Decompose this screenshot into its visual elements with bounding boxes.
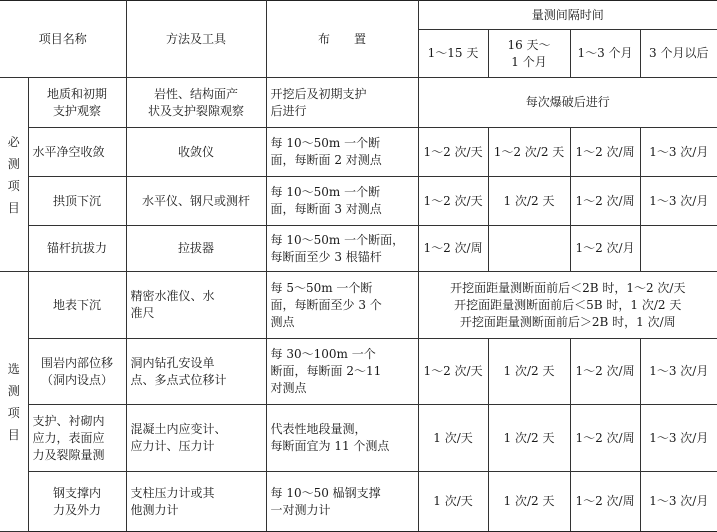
row-interval: 1 次/2 天 <box>488 405 570 472</box>
row-method: 支柱压力计或其 他测力计 <box>126 472 266 532</box>
row-layout: 每 10～50m 一个断 面，每断面 3 对测点 <box>266 177 418 226</box>
header-interval-group: 量测间隔时间 <box>418 1 717 30</box>
row-interval: 1 次/2 天 <box>488 177 570 226</box>
header-item-name: 项目名称 <box>0 1 126 78</box>
group-label-optional <box>0 272 28 532</box>
row-interval: 1～3 次/月 <box>640 128 717 177</box>
row-method: 洞内钻孔安设单 点、多点式位移计 <box>126 339 266 405</box>
row-interval: 1～2 次/周 <box>570 472 640 532</box>
row-name: 水平净空收敛 <box>28 128 126 177</box>
row-layout: 每 10～50m 一个断面， 每断面至少 3 根锚杆 <box>266 226 418 272</box>
row-interval: 1～3 次/月 <box>640 405 717 472</box>
group-label-required <box>0 78 28 272</box>
table-row <box>0 226 717 272</box>
row-interval: 1～2 次/周 <box>570 177 640 226</box>
row-layout: 代表性地段量测， 每断面宜为 11 个测点 <box>266 405 418 472</box>
row-interval <box>488 226 570 272</box>
row-interval: 1 次/2 天 <box>488 472 570 532</box>
group-label-required-text: 必 测 项 目 <box>7 134 20 215</box>
row-interval: 1～3 次/月 <box>640 339 717 405</box>
header-row <box>0 1 717 30</box>
row-name: 钢支撑内 力及外力 <box>28 472 126 532</box>
row-layout: 每 5～50m 一个断 面，每断面至少 3 个 测点 <box>266 272 418 339</box>
row-interval: 1～2 次/天 <box>418 339 488 405</box>
header-interval-1: 1～15 天 <box>418 30 488 78</box>
row-interval: 1～2 次/天 <box>418 128 488 177</box>
header-interval-3: 1～3 个月 <box>570 30 640 78</box>
header-interval-2: 16 天～ 1 个月 <box>488 30 570 78</box>
row-name: 支护、衬砌内 应力，表面应 力及裂隙量测 <box>28 405 126 472</box>
row-name: 地质和初期 支护观察 <box>28 78 126 128</box>
table-row <box>0 272 717 339</box>
table-row <box>0 405 717 472</box>
row-interval: 1～2 次/周 <box>418 226 488 272</box>
row-name: 围岩内部位移 （洞内设点） <box>28 339 126 405</box>
row-method: 拉拔器 <box>126 226 266 272</box>
row-interval: 1～2 次/周 <box>570 405 640 472</box>
table-row <box>0 78 717 128</box>
row-method: 岩性、结构面产 状及支护裂隙观察 <box>126 78 266 128</box>
table-row <box>0 128 717 177</box>
row-interval: 1 次/天 <box>418 472 488 532</box>
row-merged-interval: 每次爆破后进行 <box>418 78 717 128</box>
row-layout: 每 30～100m 一个 断面，每断面 2～11 对测点 <box>266 339 418 405</box>
row-layout: 开挖后及初期支护 后进行 <box>266 78 418 128</box>
row-interval: 1～2 次/周 <box>570 339 640 405</box>
table-row <box>0 177 717 226</box>
row-interval: 1～2 次/月 <box>570 226 640 272</box>
row-interval: 1～3 次/月 <box>640 177 717 226</box>
row-interval <box>640 226 717 272</box>
row-name: 拱顶下沉 <box>28 177 126 226</box>
row-method: 水平仪、钢尺或测杆 <box>126 177 266 226</box>
table-row <box>0 339 717 405</box>
row-interval: 1～2 次/周 <box>570 128 640 177</box>
row-method: 精密水准仪、水 准尺 <box>126 272 266 339</box>
row-name: 锚杆抗拔力 <box>28 226 126 272</box>
row-layout: 每 10～50 榀钢支撑 一对测力计 <box>266 472 418 532</box>
row-name: 地表下沉 <box>28 272 126 339</box>
group-label-optional-text: 选 测 项 目 <box>7 361 20 442</box>
row-interval: 1 次/天 <box>418 405 488 472</box>
row-merged-interval: 开挖面距量测断面前后＜2B 时，1～2 次/天 开挖面距量测断面前后＜5B 时，1 次/2 天 开挖面距量测断面前后＞2B 时，1 次/周 <box>418 272 717 339</box>
row-interval: 1 次/2 天 <box>488 339 570 405</box>
row-method: 混凝土内应变计、 应力计、压力计 <box>126 405 266 472</box>
row-interval: 1～2 次/天 <box>418 177 488 226</box>
header-layout: 布 置 <box>266 1 418 78</box>
row-method: 收敛仪 <box>126 128 266 177</box>
row-layout: 每 10～50m 一个断 面，每断面 2 对测点 <box>266 128 418 177</box>
header-interval-4: 3 个月以后 <box>640 30 717 78</box>
row-interval: 1～2 次/2 天 <box>488 128 570 177</box>
table-row <box>0 472 717 532</box>
row-interval: 1～3 次/月 <box>640 472 717 532</box>
header-method-tools: 方法及工具 <box>126 1 266 78</box>
